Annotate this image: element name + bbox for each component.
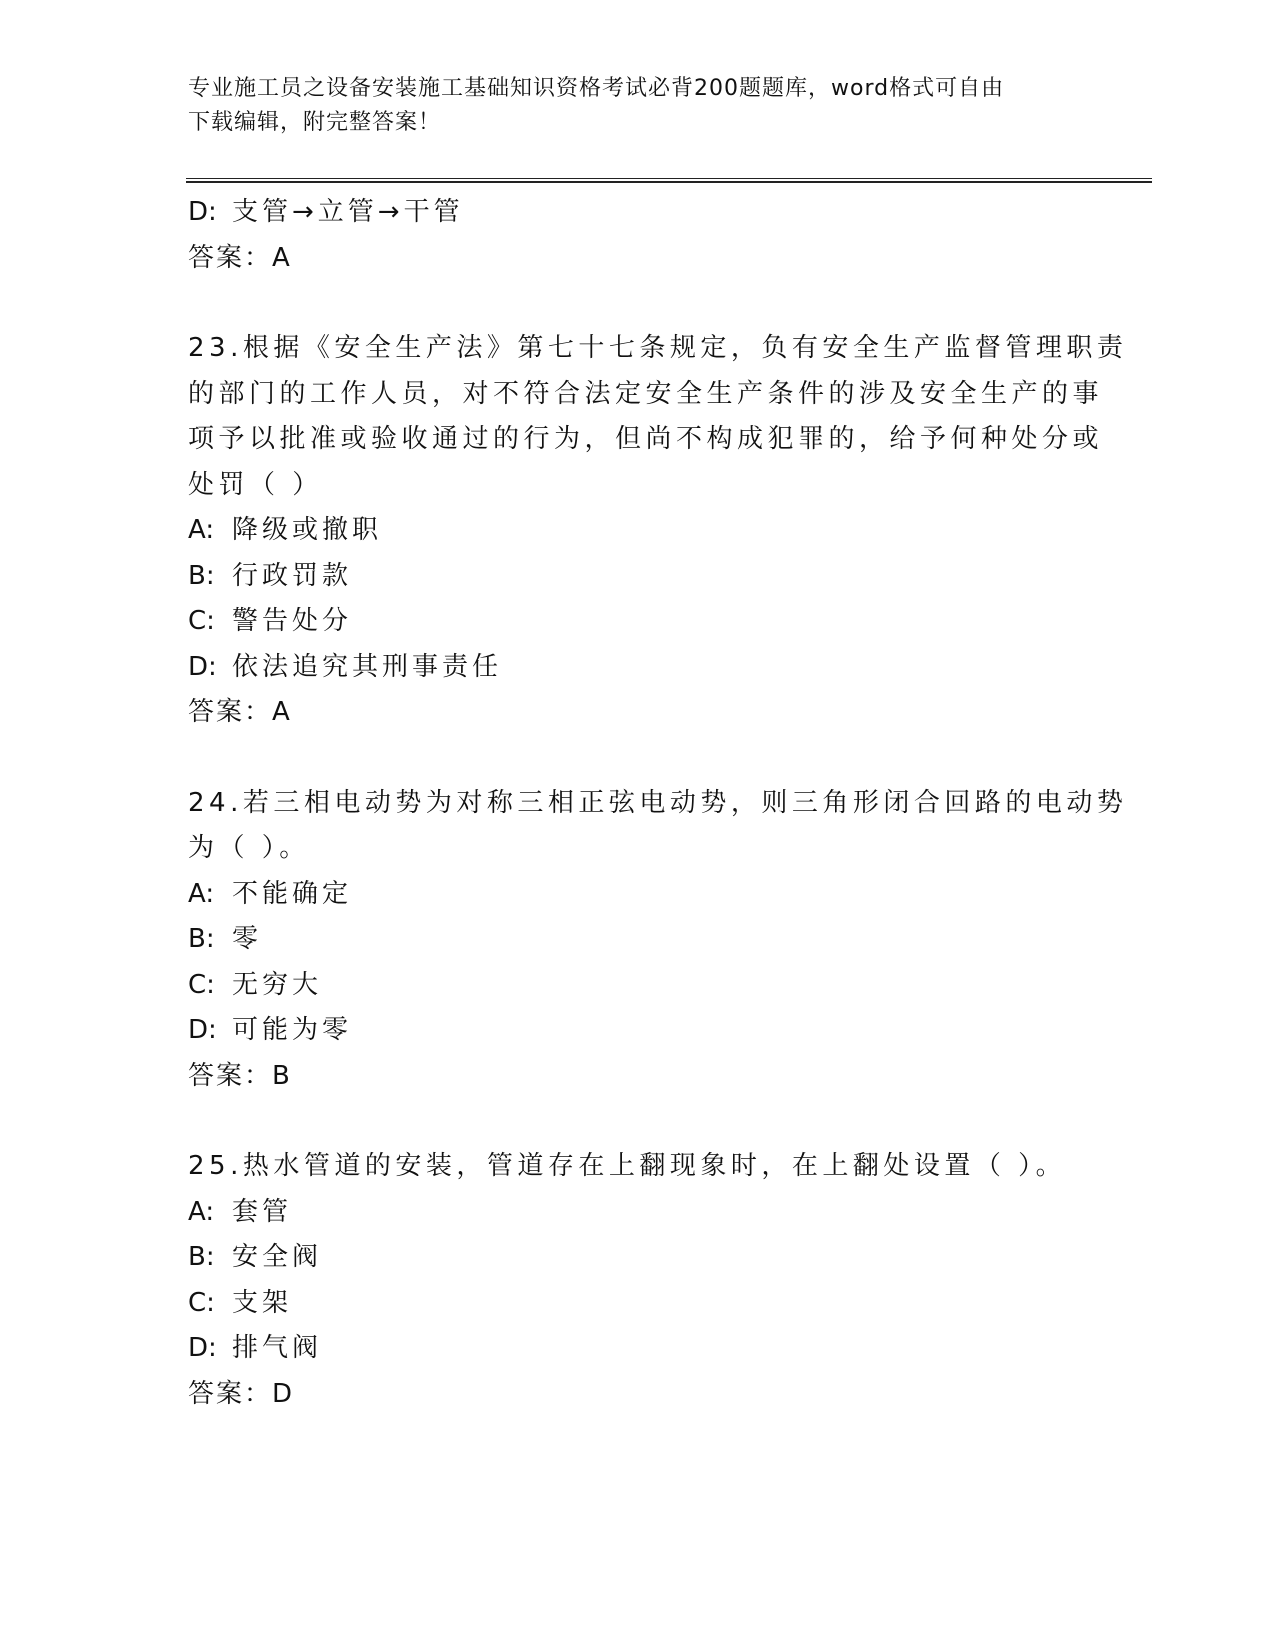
spacer bbox=[188, 736, 1088, 781]
question-text-line: 24.若三相电动势为对称三相正弦电动势，则三角形闭合回路的电动势 bbox=[188, 787, 1128, 818]
option-label: A: bbox=[188, 515, 215, 545]
option-label: D: bbox=[188, 651, 217, 682]
option-label: C: bbox=[188, 1287, 215, 1318]
option-label: D: bbox=[188, 1015, 217, 1045]
option-text: 依法追究其刑事责任 bbox=[232, 651, 503, 682]
answer-line: 答案：D bbox=[188, 1378, 295, 1409]
question-text-line: 处罚（ ） bbox=[188, 469, 323, 500]
option-text: 零 bbox=[232, 924, 263, 954]
option-text: 安全阀 bbox=[232, 1242, 323, 1272]
question-text-line: 的部门的工作人员，对不符合法定安全生产条件的涉及安全生产的事 bbox=[188, 378, 1104, 409]
header-title-line-2: 下载编辑，附完整答案！ bbox=[188, 110, 442, 135]
option-a bbox=[188, 1190, 1088, 1236]
option-text: 不能确定 bbox=[232, 878, 353, 909]
option-d bbox=[188, 1008, 1088, 1054]
option-text: 降级或撤职 bbox=[232, 515, 383, 545]
header-divider bbox=[186, 178, 1152, 183]
option-text: 行政罚款 bbox=[232, 560, 353, 591]
option-text: 可能为零 bbox=[232, 1015, 353, 1045]
option-d bbox=[188, 1326, 1088, 1372]
option-a bbox=[188, 508, 1088, 554]
option-label: D: bbox=[188, 1333, 217, 1363]
option-b bbox=[188, 554, 1088, 600]
question-text-line: 为（ ）。 bbox=[188, 833, 310, 863]
question-list bbox=[188, 190, 1128, 1417]
question-text-line: 25.热水管道的安装，管道存在上翻现象时，在上翻处设置（ ）。 bbox=[188, 1151, 1067, 1181]
answer-line: 答案：B bbox=[188, 1060, 292, 1091]
option-d bbox=[188, 190, 1088, 236]
document-header bbox=[188, 72, 1068, 140]
option-label: B: bbox=[188, 1242, 215, 1272]
question-text-line: 项予以批准或验收通过的行为，但尚不构成犯罪的，给予何种处分或 bbox=[188, 424, 1104, 454]
option-text: 无穷大 bbox=[232, 969, 323, 1000]
option-b bbox=[188, 917, 1088, 963]
question-block bbox=[188, 326, 1128, 736]
option-text: 支架 bbox=[232, 1287, 293, 1318]
option-text: 排气阀 bbox=[232, 1333, 323, 1363]
question-block bbox=[188, 1144, 1088, 1417]
option-text: 支管→立管→干管 bbox=[232, 197, 464, 227]
option-c bbox=[188, 599, 1088, 645]
option-label: A: bbox=[188, 878, 215, 909]
option-b bbox=[188, 1235, 1088, 1281]
question-text-line: 23.根据《安全生产法》第七十七条规定，负有安全生产监督管理职责 bbox=[188, 333, 1128, 363]
option-text: 警告处分 bbox=[232, 606, 353, 636]
option-a bbox=[188, 872, 1088, 918]
option-label: C: bbox=[188, 606, 215, 636]
question-block bbox=[188, 781, 1128, 1100]
option-c bbox=[188, 963, 1088, 1009]
option-label: D: bbox=[188, 197, 217, 227]
option-c bbox=[188, 1281, 1088, 1327]
option-label: B: bbox=[188, 560, 215, 591]
answer-line: 答案：A bbox=[188, 697, 292, 727]
option-text: 套管 bbox=[232, 1196, 293, 1227]
spacer bbox=[188, 1099, 1088, 1144]
answer-line: 答案：A bbox=[188, 242, 292, 273]
option-label: A: bbox=[188, 1196, 215, 1227]
spacer bbox=[188, 281, 1088, 326]
option-label: C: bbox=[188, 969, 215, 1000]
header-title-line-1: 专业施工员之设备安装施工基础知识资格考试必背200题题库，word格式可自由 bbox=[188, 76, 1005, 101]
option-label: B: bbox=[188, 924, 215, 954]
option-d bbox=[188, 645, 1088, 691]
